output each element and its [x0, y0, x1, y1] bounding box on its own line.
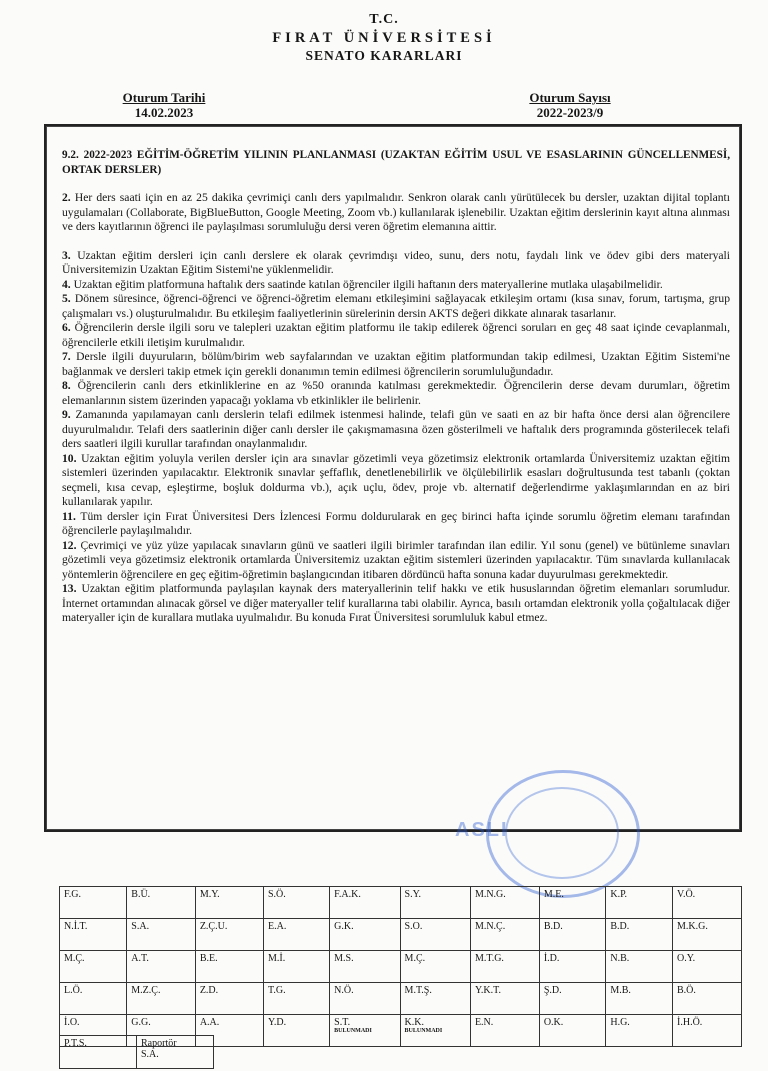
signature-cell	[127, 983, 196, 1015]
signature-initials: B.D.	[610, 921, 630, 932]
signature-initials: S.O.	[404, 921, 423, 932]
header-senate: SENATO KARARLARI	[305, 48, 463, 63]
decision-item	[62, 321, 730, 350]
rapporteur-cell	[137, 1036, 214, 1069]
signature-initials: İ.H.Ö.	[677, 1017, 703, 1028]
signature-row	[60, 887, 742, 919]
absent-note: BULUNMADI	[404, 1028, 443, 1034]
decision-item	[62, 292, 730, 321]
signature-cell	[127, 887, 196, 919]
rapporteur-table	[59, 1035, 214, 1069]
signature-cell	[263, 887, 329, 919]
signature-cell	[606, 887, 673, 919]
signature-row	[60, 951, 742, 983]
signature-cell	[606, 1015, 673, 1047]
signature-initials: S.Y.	[404, 889, 422, 900]
decision-item-text: Öğrencilerin dersle ilgili soru ve talepleri uzaktan eğitim platformu ile takip edilerek öğrenci soruları en geç 48 saat içinde cevaplanmalı, öğrencilerle etkili iletişim kurulmalıdır.	[62, 321, 730, 349]
session-number	[495, 90, 645, 120]
signature-initials: O.K.	[543, 1017, 564, 1028]
signature-initials: N.İ.T.	[64, 921, 88, 932]
signature-initials: K.P.	[610, 889, 628, 900]
decision-item-text: Uzaktan eğitim platformuna haftalık ders saatinde katılan öğrenciler ilgili haftanın ders materyallerine mutlaka ulaşabilmelidir.	[70, 277, 663, 291]
decision-item	[62, 510, 730, 539]
signature-initials: S.T.	[334, 1017, 351, 1028]
signature-table	[59, 886, 742, 1047]
signature-cell	[127, 919, 196, 951]
header-tc: T.C.	[369, 12, 399, 27]
signature-cell	[400, 887, 470, 919]
decision-item-text: Dersle ilgili duyuruların, bölüm/birim web sayfalarından ve uzaktan eğitim platformundan takip edilmesi, Uzaktan Eğitim Sistemi'ne bağlanmak ve dersleri takip etmek için gerekli donanımın temin edilmesi öğrencilerin sorumluluğundadır.	[62, 350, 730, 378]
signature-cell	[263, 951, 329, 983]
signature-cell	[673, 887, 742, 919]
decision-item-number: 11.	[62, 509, 76, 523]
signature-cell	[330, 951, 400, 983]
signature-cell	[539, 1015, 606, 1047]
signature-cell	[539, 919, 606, 951]
signature-initials: M.S.	[334, 953, 354, 964]
decision-item-number: 13.	[62, 582, 77, 595]
signature-cell	[470, 1015, 539, 1047]
signature-cell: P.T.S.	[60, 1036, 137, 1069]
decision-item	[62, 191, 730, 235]
signature-initials: L.Ö.	[64, 985, 83, 996]
signature-initials: G.G.	[131, 1017, 151, 1028]
signature-cell	[330, 919, 400, 951]
signature-initials: B.Ü.	[131, 889, 151, 900]
header-university: FIRAT ÜNİVERSİTESİ	[272, 30, 496, 46]
decision-item	[62, 408, 730, 452]
decision-item	[62, 582, 730, 626]
signature-cell	[195, 887, 263, 919]
decision-item-text: Uzaktan eğitim platformunda paylaşılan kaynak ders materyallerinin telif hakkı ve etik hususlarından öğretim elemanları sorumludur. İnternet ortamından alınacak görsel ve diğer materyaller telif kurallarına tabi olabilir. Ayrıca, basılı ortamdan elektronik yolla çoğaltılacak diğer materyaller için de kurallara mutlaka uyulmalıdır. Bu konuda Fırat Üniversitesi sorumluluk kabul etmez.	[62, 582, 730, 624]
signature-cell	[400, 919, 470, 951]
decision-item-number: 4.	[62, 277, 71, 291]
signature-initials: N.B.	[610, 953, 630, 964]
signature-cell	[539, 887, 606, 919]
signature-initials: M.B.	[610, 985, 631, 996]
decision-item-text: Her ders saati için en az 25 dakika çevrimiçi canlı ders yapılmalıdır. Senkron olarak canlı yürütülecek bu dersler, uzaktan dijital toplantı uygulamaları (Collaborate, BigBlueButton, Google Meeting, Zoom vb.) kullanılarak işlenebilir. Uzaktan eğitim derslerinin kayıt altına alınması ve ders kayıtlarının öğrenci ile paylaşılması sorumluluğu dersi veren öğretim elemanına aittir.	[62, 191, 730, 233]
session-number-label: Oturum Sayısı	[529, 90, 611, 105]
decision-item	[62, 278, 730, 293]
signature-initials: Y.K.T.	[474, 985, 501, 996]
signature-cell	[470, 951, 539, 983]
decision-content	[62, 148, 730, 626]
signature-initials: A.T.	[131, 953, 149, 964]
rapporteur-label: Raportör	[141, 1038, 177, 1049]
signature-cell	[673, 951, 742, 983]
signature-cell	[400, 1015, 470, 1047]
signature-cell	[539, 983, 606, 1015]
signature-cell	[60, 919, 127, 951]
signature-initials: Ş.D.	[543, 985, 562, 996]
signature-initials: N.Ö.	[334, 985, 354, 996]
decision-item	[62, 379, 730, 408]
signature-cell	[400, 983, 470, 1015]
session-number-value: 2022-2023/9	[536, 105, 604, 120]
session-date-value: 14.02.2023	[134, 105, 194, 120]
signature-initials: M.Ç.	[404, 953, 426, 964]
decision-item	[62, 452, 730, 510]
signature-cell	[330, 1015, 400, 1047]
signature-initials: M.N.Ç.	[474, 921, 506, 932]
signature-initials: Z.Ç.U.	[199, 921, 228, 932]
decision-item-number: 8.	[62, 379, 71, 392]
decision-item-number: 12.	[62, 538, 77, 552]
signature-initials: S.Ö.	[267, 889, 286, 900]
signature-initials: M.İ.	[267, 953, 286, 964]
decision-item-number: 9.	[62, 408, 71, 421]
decision-item-text: Öğrencilerin canlı ders etkinliklerine en az %50 oranında katılması gerekmektedir. Öğrencilerin derse devam durumları, öğretim elemanlarının sistem üzerinden yapacağı yoklama vb etkinlikler ile belirlenir.	[62, 379, 730, 407]
decision-item-number: 2.	[62, 191, 71, 204]
signature-initials: O.Y.	[677, 953, 696, 964]
signature-initials: E.A.	[267, 921, 287, 932]
signature-cell	[263, 1015, 329, 1047]
decision-title: 9.2. 2022-2023 EĞİTİM-ÖĞRETİM YILININ PLANLANMASI (UZAKTAN EĞİTİM USUL VE ESASLARININ GÜNCELLENMESİ, ORTAK DERSLER)	[62, 149, 730, 176]
stamp-text: ASLI	[455, 819, 509, 841]
decision-item	[62, 249, 730, 278]
signature-cell	[539, 951, 606, 983]
session-date	[104, 90, 224, 120]
signature-initials: V.Ö.	[677, 889, 696, 900]
decision-item-number: 3.	[62, 248, 71, 262]
signature-row	[60, 983, 742, 1015]
signature-initials: M.N.G.	[474, 889, 506, 900]
signature-cell	[60, 887, 127, 919]
decision-item-text: Zamanında yapılamayan canlı derslerin telafi edilmek istenmesi halinde, telafi gün ve saati en az bir hafta önce dersi alan öğrencilere duyurulmalıdır. Telafi ders saatlerinin diğer canlı dersler ile çakışmamasına özen gösterilmeli ve haftalık ders programında gösterilecek telafi ders saatleri ilgili kurullar tarafından onaylanmalıdır.	[62, 408, 730, 450]
signature-initials: H.G.	[610, 1017, 630, 1028]
signature-initials: İ.O.	[64, 1017, 80, 1028]
signature-cell	[673, 1015, 742, 1047]
signature-row	[60, 919, 742, 951]
decision-item-text: Tüm dersler için Fırat Üniversitesi Ders İzlencesi Formu doldurularak en geç birinci hafta içinde sorumlu öğretim elemanı tarafından öğrencilerle paylaşılmalıdır.	[62, 509, 730, 537]
signature-initials: M.K.G.	[677, 921, 708, 932]
signature-initials: M.Y.	[199, 889, 220, 900]
signature-cell	[673, 919, 742, 951]
signature-cell	[470, 983, 539, 1015]
signature-cell	[470, 919, 539, 951]
signature-cell	[263, 919, 329, 951]
session-date-label: Oturum Tarihi	[122, 90, 206, 105]
absent-note: BULUNMADI	[334, 1028, 372, 1034]
signature-cell	[606, 951, 673, 983]
signature-initials: B.D.	[543, 921, 563, 932]
signature-initials: E.N.	[474, 1017, 494, 1028]
signature-cell	[606, 919, 673, 951]
signature-cell	[470, 887, 539, 919]
decision-item-number: 5.	[62, 292, 71, 305]
decision-item	[62, 539, 730, 583]
signature-cell	[195, 919, 263, 951]
signature-initials: A.A.	[199, 1017, 220, 1028]
signature-cell	[606, 983, 673, 1015]
signature-initials: G.K.	[334, 921, 354, 932]
rapporteur-initials: S.A.	[141, 1049, 159, 1060]
signature-initials: S.A.	[131, 921, 150, 932]
signature-initials: M.Z.Ç.	[131, 985, 161, 996]
decision-item-number: 7.	[62, 350, 71, 363]
signature-initials: Z.D.	[199, 985, 219, 996]
signature-cell	[127, 951, 196, 983]
signature-cell	[195, 951, 263, 983]
signature-cell	[330, 983, 400, 1015]
signature-cell	[60, 983, 127, 1015]
signature-cell	[263, 983, 329, 1015]
decision-items	[62, 191, 730, 626]
signature-initials: M.E.	[543, 889, 564, 900]
decision-item-text: Çevrimiçi ve yüz yüze yapılacak sınavların günü ve saatleri ilgili birimler tarafından ilan edilir. Yıl sonu (genel) ve bütünleme sınavları gözetimli veya gözetimsiz elektronik ortamlarda Üniversitemiz uzaktan eğitim sistemleri üzerinden yapılacaktır. Tüm sınavlarda kullanılacak yöntemlerin öğrencilere en geç eğitim-öğretimin başlangıcından itibaren dördüncü hafta sonuna kadar duyurulması gerekmektedir.	[62, 538, 730, 581]
signature-initials: M.Ç.	[64, 953, 85, 964]
signature-initials: İ.D.	[543, 953, 560, 964]
signature-cell	[330, 887, 400, 919]
decision-item-text: Dönem süresince, öğrenci-öğrenci ve öğrenci-öğretim elemanı etkileşimini sağlayacak etkileşim ortamı (kısa sınav, forum, tartışma, grup çalışmaları vs.) oluşturulmalıdır. Bu etkileşim faaliyetlerinin sürelerinin dersin AKTS değeri dikkate alınarak tasarlanır.	[62, 292, 730, 320]
signature-initials: Y.D.	[267, 1017, 287, 1028]
signature-initials: T.G.	[267, 985, 286, 996]
signature-initials: B.Ö.	[677, 985, 696, 996]
signature-initials: M.T.Ş.	[404, 985, 432, 996]
signature-cell	[195, 983, 263, 1015]
decision-item-number: 6.	[62, 321, 71, 334]
signature-initials: F.A.K.	[334, 889, 361, 900]
signature-initials: F.G.	[64, 889, 81, 900]
decision-item-text: Uzaktan eğitim yoluyla verilen dersler için ara sınavlar gözetimli veya gözetimsiz elektronik ortamlarda Üniversitemiz uzaktan eğitim sistemleri üzerinden yapılacaktır. Elektronik sınavlar şeffaflık, denetlenebilirlik ve ölçülebilirlik esasları doğrultusunda test tabanlı (çoktan seçmeli, kısa cevap, eşleştirme, boşluk doldurma vb.), açık uçlu, ödev, proje vb. alternatif değerlendirme yaklaşımlarından en az biri kullanılarak yapılır.	[62, 451, 730, 508]
signature-cell	[60, 951, 127, 983]
signature-initials: K.K.	[404, 1017, 424, 1028]
decision-item	[62, 350, 730, 379]
signature-cell	[673, 983, 742, 1015]
signature-initials: M.T.G.	[474, 953, 504, 964]
signature-cell	[400, 951, 470, 983]
decision-item-text: Uzaktan eğitim dersleri için canlı derslere ek olarak çevrimdışı video, sunu, ders notu, faydalı link ve ödev gibi ders materyali Üniversitemizin Uzaktan Eğitim Sistemi'ne yüklenmelidir.	[62, 248, 730, 276]
decision-item-number: 10.	[62, 451, 77, 465]
signature-initials: B.E.	[199, 953, 218, 964]
